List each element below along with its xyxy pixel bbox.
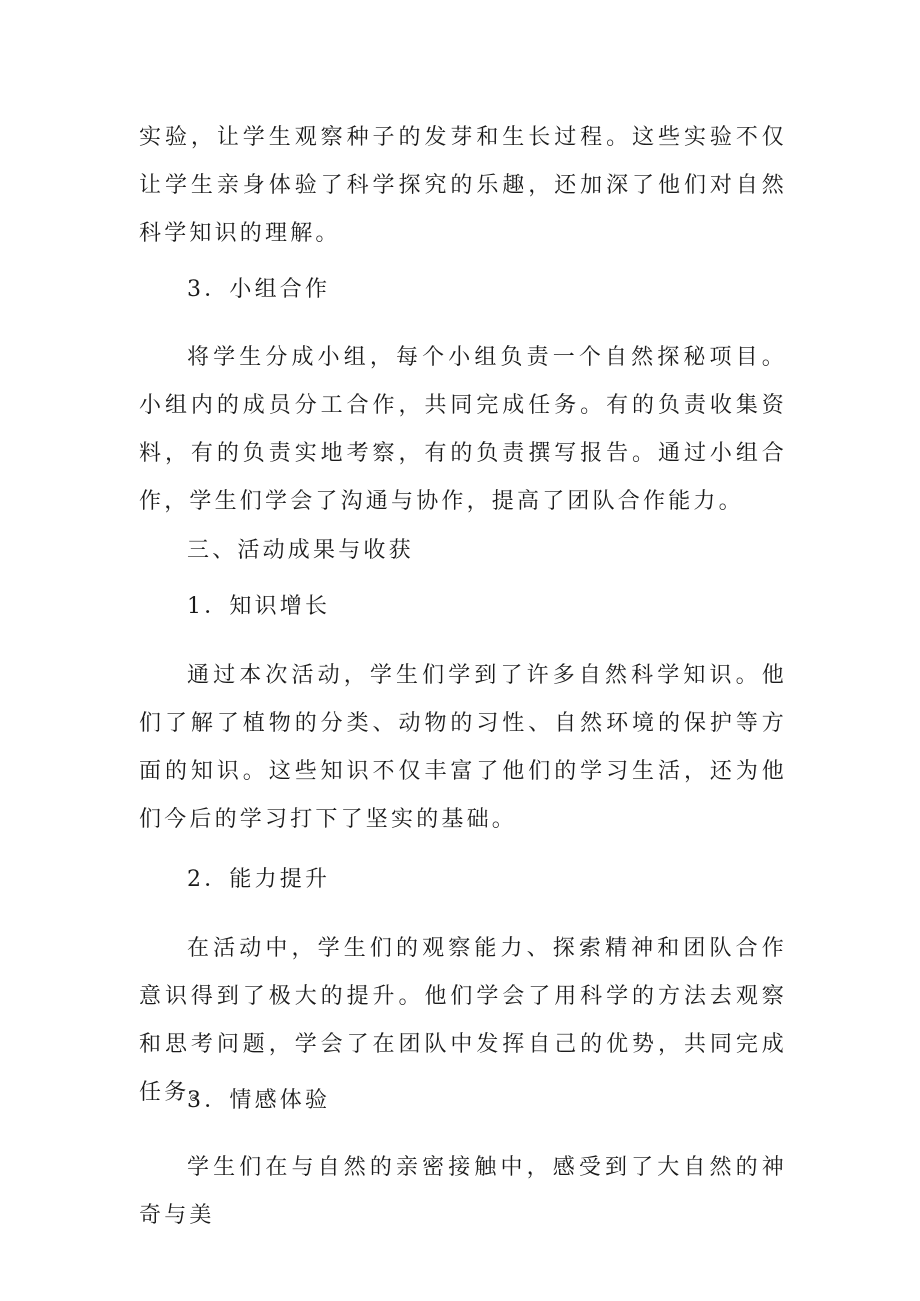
section-heading-results: 三、活动成果与收获 <box>187 538 414 563</box>
paragraph-group-cooperation: 将学生分成小组，每个小组负责一个自然探秘项目。小组内的成员分工合作，共同完成任务。有的负责收集资料，有的负责实地考察，有的负责撰写报告。通过小组合作，学生们学会了沟通与协作，提高了团队合作能力。 <box>139 345 787 514</box>
paragraph-emotional-experience: 学生们在与自然的亲密接触中，感受到了大自然的神奇与美 <box>139 1155 787 1228</box>
subheading-group-cooperation: 3．小组合作 <box>187 277 331 302</box>
subheading-knowledge-growth: 1．知识增长 <box>187 594 331 619</box>
subheading-emotional-experience: 3．情感体验 <box>187 1088 331 1113</box>
subheading-ability-improvement: 2．能力提升 <box>187 867 331 892</box>
paragraph-knowledge-growth: 通过本次活动，学生们学到了许多自然科学知识。他们了解了植物的分类、动物的习性、自然环境的保护等方面的知识。这些知识不仅丰富了他们的学习生活，还为他们今后的学习打下了坚实的基础。 <box>139 663 787 832</box>
paragraph-ability-improvement: 在活动中，学生们的观察能力、探索精神和团队合作意识得到了极大的提升。他们学会了用科学的方法去观察和思考问题，学会了在团队中发挥自己的优势，共同完成任务。 <box>139 936 787 1105</box>
paragraph-experiment-continuation: 实验，让学生观察种子的发芽和生长过程。这些实验不仅让学生亲身体验了科学探究的乐趣，还加深了他们对自然科学知识的理解。 <box>139 125 787 246</box>
